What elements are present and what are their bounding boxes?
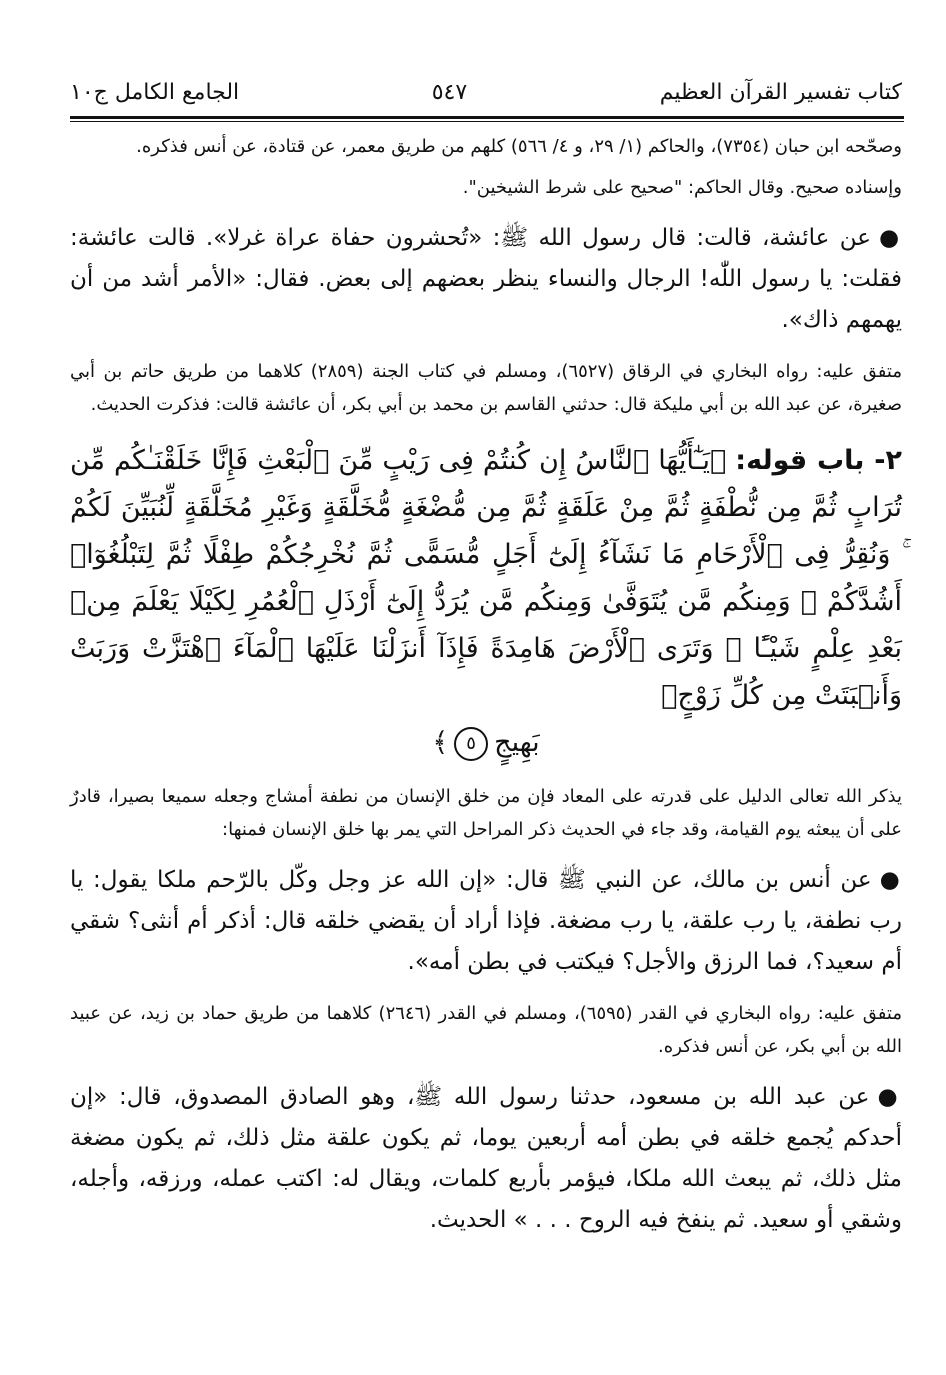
hadith-text: عن عائشة، قالت: قال رسول الله ﷺ: «تُحشرون حفاة عراة غرلا». قالت عائشة: فقلت: يا رسول اللّٰه! الرجال والنساء ينظر بعضهم إلى بعض. فقال: «الأمر أشد من أن يهمهم ذاك». bbox=[70, 225, 902, 333]
header-rule-thick bbox=[70, 116, 904, 119]
quran-verse: ﴿يَـٰٓأَيُّهَا ٱلنَّاسُ إِن كُنتُمْ فِى رَيْبٍ مِّنَ ٱلْبَعْثِ فَإِنَّا خَلَقْنَـٰكُم مِّن تُرَابٍ ثُمَّ مِن نُّطْفَةٍ ثُمَّ مِنْ عَلَقَةٍ ثُمَّ مِن مُّضْغَةٍ مُّخَلَّقَةٍ وَغَيْرِ مُخَلَّقَةٍ لِّنُبَيِّنَ لَكُمْ ۚ وَنُقِرُّ فِى ٱلْأَرْحَامِ مَا نَشَآءُ إِلَىٰٓ أَجَلٍ مُّسَمًّى ثُمَّ نُخْرِجُكُمْ طِفْلًا ثُمَّ لِتَبْلُغُوٓا۟ أَشُدَّكُمْ ۖ وَمِنكُم مَّن يُتَوَفَّىٰ وَمِنكُم مَّن يُرَدُّ إِلَىٰٓ أَرْذَلِ ٱلْعُمُرِ لِكَيْلَا يَعْلَمَ مِنۢ بَعْدِ عِلْمٍ شَيْـًٔا ۚ وَتَرَى ٱلْأَرْضَ هَامِدَةً فَإِذَآ أَنزَلْنَا عَلَيْهَا ٱلْمَآءَ ٱهْتَزَّتْ وَرَبَتْ وَأَنۢبَتَتْ مِن كُلِّ زَوْجٍۭ bbox=[70, 445, 902, 711]
hadith-paragraph bbox=[70, 860, 902, 983]
book-title: كتاب تفسير القرآن العظيم bbox=[659, 79, 902, 105]
verse-last-word: بَهِيجٍ bbox=[494, 727, 540, 758]
commentary-paragraph: يذكر الله تعالى الدليل على قدرته على المعاد فإن من خلق الإنسان من نطفة أمشاج وجعله سميعا بصيرا، قادرٌ على أن يبعثه يوم القيامة، وقد جاء في الحديث ذكر المراحل التي يمر بها خلق الإنسان فمنها: bbox=[70, 786, 902, 840]
takhrij-paragraph: متفق عليه: رواه البخاري في القدر (٦٥٩٥)، ومسلم في القدر (٢٦٤٦) كلاهما من طريق حماد بن زيد، عن عبيد الله بن أبي بكر، عن أنس فذكره. bbox=[70, 1003, 902, 1057]
closing-bracket: ﴾ bbox=[432, 727, 449, 758]
grading-paragraph: وإسناده صحيح. وقال الحاكم: "صحيح على شرط الشيخين". bbox=[462, 177, 902, 198]
hadith-text: عن عبد الله بن مسعود، حدثنا رسول الله ﷺ، وهو الصادق المصدوق، قال: «إن أحدكم يُجمع خلقه في بطن أمه أربعين يوما، ثم يكون علقة مثل ذلك، ثم يكون مضغة مثل ذلك، ثم يبعث الله ملكا، فيؤمر بأربع كلمات، ويقال له: اكتب عمله، ورزقه، وأجله، وشقي أو سعيد. ثم ينفخ فيه الروح . . . » الحديث. bbox=[70, 1084, 902, 1233]
volume-title: الجامع الكامل ج١٠ bbox=[70, 79, 240, 105]
hadith-paragraph bbox=[70, 218, 902, 341]
bullet-icon: ● bbox=[877, 1084, 902, 1110]
bullet-icon: ● bbox=[878, 225, 902, 251]
verse-ending bbox=[70, 719, 902, 766]
page-header bbox=[70, 72, 902, 112]
page-number: ٥٤٧ bbox=[431, 79, 468, 105]
ayah-number-marker: ٥ bbox=[454, 727, 488, 761]
chapter-verse-block bbox=[70, 437, 902, 719]
takhrij-paragraph: متفق عليه: رواه البخاري في الرقاق (٦٥٢٧)، ومسلم في كتاب الجنة (٢٨٥٩) كلاهما من طريق حاتم بن أبي صغيرة، عن عبد الله بن أبي مليكة قال: حدثني القاسم بن محمد بن أبي بكر، أن عائشة قالت: فذكرت الحديث. bbox=[70, 361, 902, 415]
chapter-section bbox=[70, 437, 902, 766]
page-body bbox=[70, 130, 902, 1241]
hadith-paragraph bbox=[70, 1077, 902, 1241]
chapter-heading: ٢- باب قوله: bbox=[735, 445, 902, 476]
header-rule-thin bbox=[70, 121, 904, 122]
hadith-text: عن أنس بن مالك، عن النبي ﷺ قال: «إن الله عز وجل وكّل بالرّحم ملكا يقول: يا رب نطفة، يا رب علقة، يا رب مضغة. فإذا أراد أن يقضي خلقه قال: أذكر أم أنثى؟ شقي أم سعيد؟، فما الرزق والأجل؟ فيكتب في بطن أمه». bbox=[70, 867, 902, 975]
takhrij-paragraph: وصحّحه ابن حبان (٧٣٥٤)، والحاكم (١/ ٢٩، و ٤/ ٥٦٦) كلهم من طريق معمر، عن قتادة، عن أنس فذكره. bbox=[136, 136, 902, 157]
bullet-icon: ● bbox=[879, 867, 902, 893]
